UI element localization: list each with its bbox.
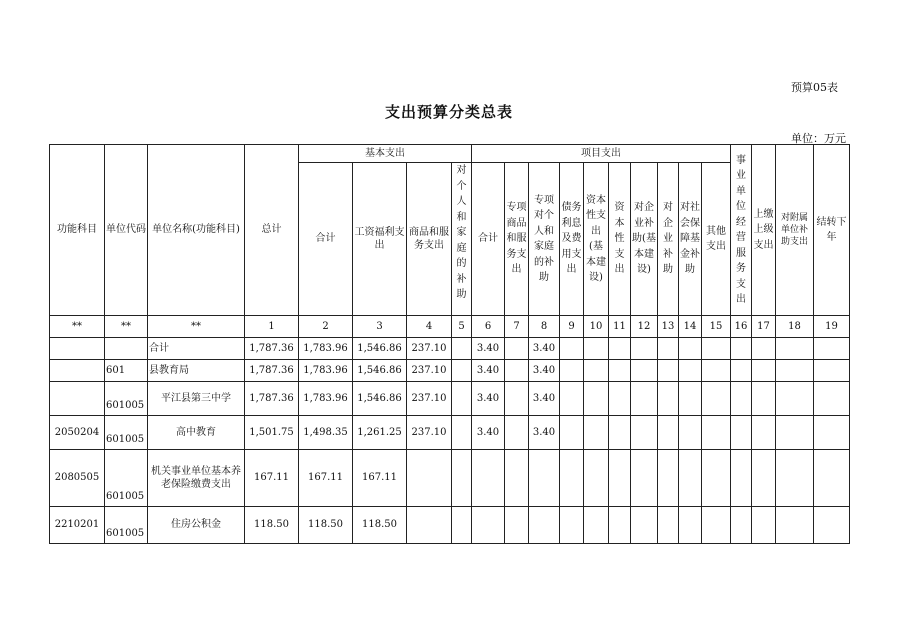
value-cell: 3.40 (472, 360, 505, 382)
unit-name-cell: 平江县第三中学 (148, 382, 245, 416)
value-cell (560, 338, 584, 360)
index-cell: 7 (505, 316, 529, 338)
value-cell: 167.11 (299, 450, 353, 507)
header-subsidiary: 对附属单位补助支出 (776, 145, 814, 316)
value-cell (505, 416, 529, 450)
header-upper: 上缴上级支出 (752, 145, 776, 316)
value-cell: 1,261.25 (353, 416, 407, 450)
value-cell (814, 507, 850, 544)
value-cell (584, 416, 609, 450)
index-cell: 10 (584, 316, 609, 338)
unit-code-cell: 601005 (105, 416, 148, 450)
value-cell: 1,783.96 (299, 338, 353, 360)
value-cell (452, 450, 472, 507)
value-cell (776, 360, 814, 382)
value-cell: 3.40 (472, 382, 505, 416)
value-cell: 1,783.96 (299, 360, 353, 382)
value-cell (631, 450, 658, 507)
header-basic-salary: 工资福利支出 (353, 163, 407, 316)
value-cell: 237.10 (407, 338, 452, 360)
value-cell (505, 338, 529, 360)
header-project-group: 项目支出 (472, 145, 731, 163)
index-cell: 2 (299, 316, 353, 338)
header-business: 事业单位经营服务支出 (731, 145, 752, 316)
value-cell (731, 338, 752, 360)
value-cell (609, 360, 631, 382)
header-func-subject: 功能科目 (50, 145, 105, 316)
func-subject-cell (50, 360, 105, 382)
value-cell (658, 360, 679, 382)
value-cell (776, 382, 814, 416)
header-proj-other: 其他支出 (702, 163, 731, 316)
func-subject-cell: 2050204 (50, 416, 105, 450)
header-proj-debt: 债务利息及费用支出 (560, 163, 584, 316)
value-cell (679, 416, 702, 450)
unit-name-cell: 高中教育 (148, 416, 245, 450)
expenditure-table (49, 144, 850, 544)
page-title: 支出预算分类总表 (384, 103, 513, 121)
value-cell (472, 450, 505, 507)
func-subject-cell: 2210201 (50, 507, 105, 544)
index-cell: 18 (776, 316, 814, 338)
value-cell (731, 416, 752, 450)
value-cell: 1,498.35 (299, 416, 353, 450)
index-cell: 3 (353, 316, 407, 338)
header-carry: 结转下年 (814, 145, 850, 316)
index-cell: 8 (529, 316, 560, 338)
header-unit-name: 单位名称(功能科目) (148, 145, 245, 316)
header-proj-capital-basic: 资本性支出(基本建设) (584, 163, 609, 316)
value-cell (560, 360, 584, 382)
value-cell: 1,546.86 (353, 360, 407, 382)
value-cell (529, 507, 560, 544)
value-cell (560, 382, 584, 416)
value-cell: 1,546.86 (353, 382, 407, 416)
value-cell (584, 360, 609, 382)
value-cell (452, 338, 472, 360)
value-cell (609, 382, 631, 416)
value-cell (776, 338, 814, 360)
value-cell: 1,787.36 (245, 382, 299, 416)
value-cell: 237.10 (407, 416, 452, 450)
header-basic-goods: 商品和服务支出 (407, 163, 452, 316)
form-number: 预算05表 (791, 81, 838, 94)
value-cell (776, 450, 814, 507)
index-cell: 15 (702, 316, 731, 338)
header-proj-enterprise: 对企业补助 (658, 163, 679, 316)
value-cell (584, 450, 609, 507)
value-cell: 3.40 (472, 338, 505, 360)
unit-name-cell: 机关事业单位基本养老保险缴费支出 (148, 450, 245, 507)
table-row (50, 360, 850, 382)
index-cell: 12 (631, 316, 658, 338)
value-cell (731, 382, 752, 416)
value-cell (658, 382, 679, 416)
value-cell (407, 507, 452, 544)
value-cell (679, 360, 702, 382)
func-subject-cell (50, 338, 105, 360)
unit-code-cell: 601005 (105, 450, 148, 507)
value-cell (702, 416, 731, 450)
value-cell (731, 507, 752, 544)
value-cell (631, 416, 658, 450)
index-cell: 5 (452, 316, 472, 338)
value-cell (631, 382, 658, 416)
value-cell (752, 382, 776, 416)
value-cell: 1,546.86 (353, 338, 407, 360)
value-cell: 237.10 (407, 360, 452, 382)
value-cell (505, 382, 529, 416)
table-row (50, 382, 850, 416)
unit-code-cell: 601005 (105, 507, 148, 544)
index-cell: 9 (560, 316, 584, 338)
table-header (50, 145, 850, 316)
index-cell: 13 (658, 316, 679, 338)
value-cell (609, 338, 631, 360)
unit-name-cell: 住房公积金 (148, 507, 245, 544)
value-cell (560, 450, 584, 507)
func-subject-cell: 2080505 (50, 450, 105, 507)
value-cell (472, 507, 505, 544)
table-body (50, 316, 850, 544)
value-cell (752, 450, 776, 507)
table-row (50, 507, 850, 544)
value-cell: 167.11 (245, 450, 299, 507)
value-cell (658, 338, 679, 360)
value-cell (452, 416, 472, 450)
value-cell (731, 360, 752, 382)
value-cell (584, 338, 609, 360)
index-cell: ** (105, 316, 148, 338)
header-unit-code: 单位代码 (105, 145, 148, 316)
index-cell: ** (148, 316, 245, 338)
value-cell (702, 382, 731, 416)
value-cell (702, 507, 731, 544)
unit-name-cell: 县教育局 (148, 360, 245, 382)
value-cell (752, 416, 776, 450)
header-total: 总计 (245, 145, 299, 316)
value-cell (814, 382, 850, 416)
func-subject-cell (50, 382, 105, 416)
value-cell (752, 360, 776, 382)
value-cell (752, 507, 776, 544)
value-cell (584, 507, 609, 544)
value-cell (560, 507, 584, 544)
value-cell (702, 338, 731, 360)
value-cell: 1,787.36 (245, 360, 299, 382)
index-cell: 14 (679, 316, 702, 338)
value-cell (679, 338, 702, 360)
value-cell (631, 360, 658, 382)
value-cell (776, 507, 814, 544)
value-cell: 167.11 (353, 450, 407, 507)
value-cell (631, 338, 658, 360)
value-cell (452, 507, 472, 544)
index-cell: 17 (752, 316, 776, 338)
value-cell (505, 507, 529, 544)
value-cell (407, 450, 452, 507)
header-proj-sum: 合计 (472, 163, 505, 316)
value-cell (679, 507, 702, 544)
header-basic-sum: 合计 (299, 163, 353, 316)
value-cell (752, 338, 776, 360)
value-cell: 3.40 (472, 416, 505, 450)
unit-name-cell: 合计 (148, 338, 245, 360)
value-cell: 3.40 (529, 338, 560, 360)
value-cell (658, 450, 679, 507)
value-cell (814, 416, 850, 450)
header-proj-enterprise-basic: 对企业补助(基本建设) (631, 163, 658, 316)
header-proj-special-goods: 专项商品和服务支出 (505, 163, 529, 316)
value-cell (658, 416, 679, 450)
header-proj-special-personal: 专项对个人和家庭的补助 (529, 163, 560, 316)
value-cell (505, 360, 529, 382)
value-cell (731, 450, 752, 507)
value-cell (658, 507, 679, 544)
value-cell: 3.40 (529, 382, 560, 416)
value-cell (814, 338, 850, 360)
value-cell: 118.50 (245, 507, 299, 544)
index-cell: 19 (814, 316, 850, 338)
value-cell (452, 360, 472, 382)
value-cell (609, 507, 631, 544)
value-cell (584, 382, 609, 416)
header-basic-personal: 对个人和家庭的补助 (452, 163, 472, 316)
value-cell (814, 360, 850, 382)
unit-code-cell (105, 338, 148, 360)
value-cell: 3.40 (529, 416, 560, 450)
table-row (50, 450, 850, 507)
value-cell (560, 416, 584, 450)
value-cell (452, 382, 472, 416)
value-cell (679, 382, 702, 416)
value-cell (776, 416, 814, 450)
header-proj-capital: 资本性支出 (609, 163, 631, 316)
unit-label: 单位：万元 (791, 132, 846, 145)
index-row (50, 316, 850, 338)
value-cell: 118.50 (353, 507, 407, 544)
header-basic-group: 基本支出 (299, 145, 472, 163)
value-cell (679, 450, 702, 507)
value-cell (631, 507, 658, 544)
value-cell (814, 450, 850, 507)
value-cell: 1,501.75 (245, 416, 299, 450)
value-cell: 237.10 (407, 382, 452, 416)
table-row (50, 338, 850, 360)
value-cell: 118.50 (299, 507, 353, 544)
index-cell: 4 (407, 316, 452, 338)
index-cell: 1 (245, 316, 299, 338)
index-cell: 16 (731, 316, 752, 338)
index-cell: 11 (609, 316, 631, 338)
value-cell: 3.40 (529, 360, 560, 382)
header-proj-social: 对社会保障基金补助 (679, 163, 702, 316)
value-cell (702, 450, 731, 507)
index-cell: ** (50, 316, 105, 338)
value-cell (609, 450, 631, 507)
value-cell (609, 416, 631, 450)
unit-code-cell: 601 (105, 360, 148, 382)
unit-code-cell: 601005 (105, 382, 148, 416)
value-cell: 1,787.36 (245, 338, 299, 360)
value-cell (702, 360, 731, 382)
index-cell: 6 (472, 316, 505, 338)
value-cell (529, 450, 560, 507)
value-cell: 1,783.96 (299, 382, 353, 416)
table-row (50, 416, 850, 450)
value-cell (505, 450, 529, 507)
